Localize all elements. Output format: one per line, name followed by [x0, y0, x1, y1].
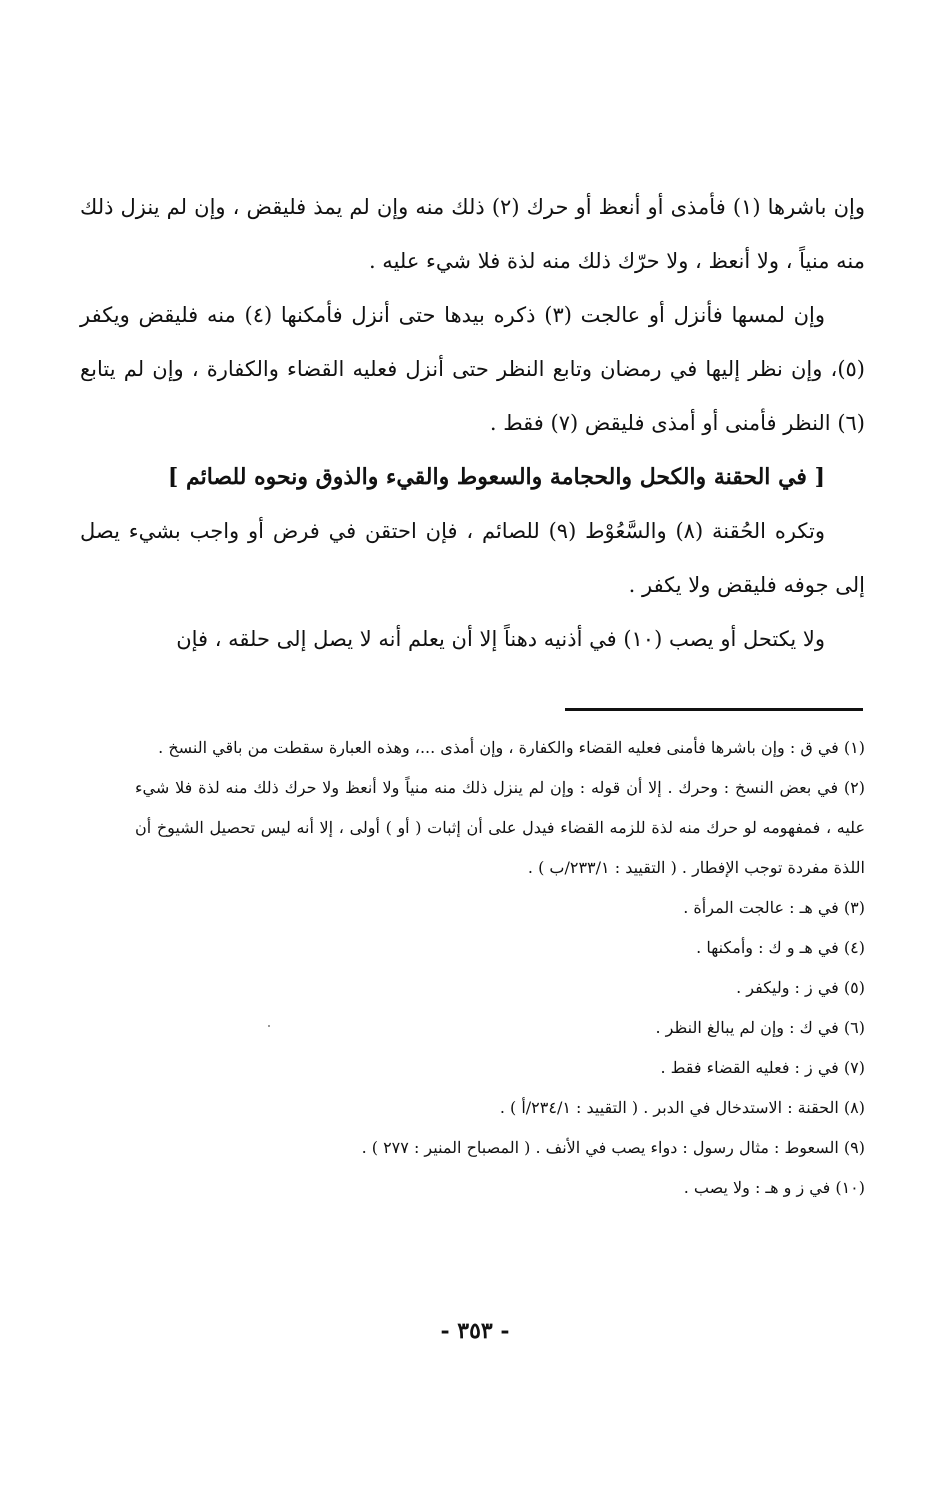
page-number: - ٣٥٣ -	[440, 1318, 510, 1344]
scan-speck	[268, 1025, 270, 1027]
footnotes	[135, 728, 865, 1208]
footnote-3: (٣) في هـ : عالجت المرأة .	[683, 898, 865, 917]
footnote-4: (٤) في هـ و ك : وأمكنها .	[696, 938, 865, 957]
footnote-1: (١) في ق : وإن باشرها فأمنى فعليه القضاء والكفارة ، وإن أمذى ...، وهذه العبارة سقطت من باقي النسخ .	[158, 738, 865, 757]
main-text	[80, 180, 865, 666]
footnote-8: (٨) الحقنة : الاستدخال في الدبر . ( التقييد : ٢٣٤/١/أ ) .	[499, 1098, 865, 1117]
section-heading: [ في الحقنة والكحل والحجامة والسعوط والقيء والذوق ونحوه للصائم ]	[167, 464, 825, 490]
footnote-2: (٢) في بعض النسخ : وحرك . إلا أن قوله : وإن لم ينزل ذلك منه منياً ولا أنعظ ولا حرك ذلك منه لذة فلا شيء عليه ، فمفهومه لو حرك منه لذة للزمه القضاء فيدل على أن إثبات ( أو ) أولى ، إلا أنه ليس تحصيل الشيوخ أن اللذة مفردة توجب الإفطار . ( التقييد : ٢٣٣/١/ب ) .	[135, 778, 866, 877]
footnote-5: (٥) في ز : وليكفر .	[736, 978, 865, 997]
paragraph-4: ولا يكتحل أو يصب (١٠) في أذنيه دهناً إلا أن يعلم أنه لا يصل إلى حلقه ، فإن	[176, 627, 825, 651]
footnote-7: (٧) في ز : فعليه القضاء فقط .	[660, 1058, 865, 1077]
footnote-10: (١٠) في ز و هـ : ولا يصب .	[683, 1178, 865, 1197]
paragraph-2: وإن لمسها فأنزل أو عالجت (٣) ذكره بيدها حتى أنزل فأمكنها (٤) منه فليقض ويكفر (٥)، وإن نظر إليها في رمضان وتابع النظر حتى أنزل فعليه القضاء والكفارة ، وإن لم يتابع (٦) النظر فأمنى أو أمذى فليقض (٧) فقط .	[80, 303, 865, 435]
paragraph-1: وإن باشرها (١) فأمذى أو أنعظ أو حرك (٢) ذلك منه وإن لم يمذ فليقض ، وإن لم ينزل ذلك منه منياً ، ولا أنعظ ، ولا حرّك ذلك منه لذة فلا شيء عليه .	[80, 195, 865, 273]
footnote-divider	[565, 708, 863, 711]
footnote-6: (٦) في ك : وإن لم يبالغ النظر .	[655, 1018, 865, 1037]
footnote-9: (٩) السعوط : مثال رسول : دواء يصب في الأنف . ( المصباح المنير : ٢٧٧ ) .	[361, 1138, 865, 1157]
paragraph-3: وتكره الحُقنة (٨) والسَّعُوْط (٩) للصائم ، فإن احتقن في فرض أو واجب بشيء يصل إلى جوفه فليقض ولا يكفر .	[80, 519, 865, 597]
